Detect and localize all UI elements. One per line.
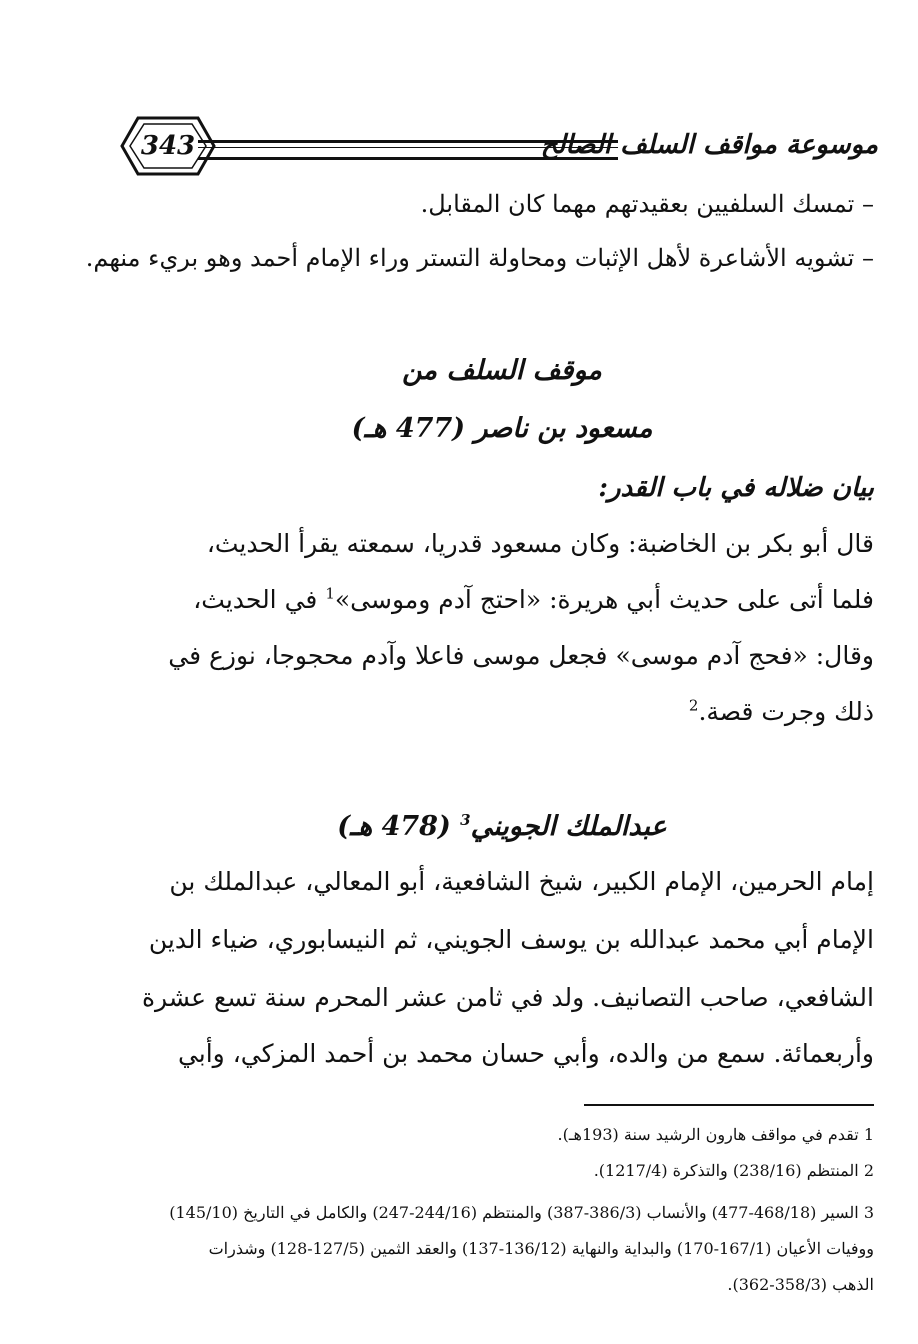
footnote: 3 السير (468/18-477) والأنساب (386/3-387) والمنتظم (244/16-247) والكامل في التاريخ (145/10) (169, 1203, 874, 1222)
paragraph-section1 (130, 518, 874, 738)
paragraph-section2 (130, 856, 874, 1080)
footnote: 1 تقدم في مواقف هارون الرشيد سنة (193هـ). (557, 1125, 874, 1144)
paragraph-line: الإمام أبي محمد عبدالله بن يوسف الجويني، ثم النيسابوري، ضياء الدين (148, 925, 874, 954)
bullet-item: – تشويه الأشاعرة لأهل الإثبات ومحاولة التستر وراء الإمام أحمد وهو بريء منهم. (85, 244, 874, 272)
section-title-date: (478 هـ) (337, 811, 461, 842)
page-header (118, 112, 878, 182)
footnote: الذهب (358/3-362). (727, 1275, 874, 1294)
subheading: بيان ضلاله في باب القدر: (598, 473, 874, 503)
paragraph-line: قال أبو بكر بن الخاضبة: وكان مسعود قدريا، سمعته يقرأ الحديث، (206, 529, 874, 558)
section-title-line2: مسعود بن ناصر (477 هـ) (351, 413, 653, 444)
bullet-item: – تمسك السلفيين بعقيدتهم مهما كان المقابل. (420, 190, 874, 218)
paragraph-line: إمام الحرمين، الإمام الكبير، شيخ الشافعية، أبو المعالي، عبدالملك بن (169, 867, 874, 896)
paragraph-line: فلما أتى على حديث أبي هريرة: «احتج آدم وموسى»$^1$ في الحديث، (193, 584, 874, 614)
footnote-marker: 1 (325, 584, 335, 603)
paragraph-line: ذلك وجرت قصة.$^2$ (688, 696, 874, 726)
series-title: موسوعة مواقف السلف الصالح (540, 130, 878, 160)
footnote: 2 المنتظم (238/16) والتذكرة (1217/4). (593, 1161, 874, 1180)
footnote: ووفيات الأعيان (167/1-170) والبداية والنهاية (136/12-137) والعقد الثمين (127/5-128) وشذرات (208, 1239, 874, 1258)
footnote-separator (584, 1104, 874, 1106)
section-title-name: عبدالملك الجويني (470, 811, 667, 842)
paragraph-line: وأربعمائة. سمع من والده، وأبي حسان محمد بن أحمد المزكي، وأبي (177, 1039, 874, 1068)
paragraph-line: وقال: «فحج آدم موسى» فجعل موسى فاعلا وآدم محجوجا، نوزع في (168, 641, 874, 670)
footnote-marker: 3 (460, 811, 471, 829)
section-title (130, 800, 874, 854)
page-number: 343 (140, 131, 196, 161)
footnote-marker: 2 (688, 696, 699, 715)
paragraph-line: الشافعي، صاحب التصانيف. ولد في ثامن عشر المحرم سنة تسع عشرة (141, 983, 874, 1012)
section-title-line1: موقف السلف من (402, 355, 602, 386)
